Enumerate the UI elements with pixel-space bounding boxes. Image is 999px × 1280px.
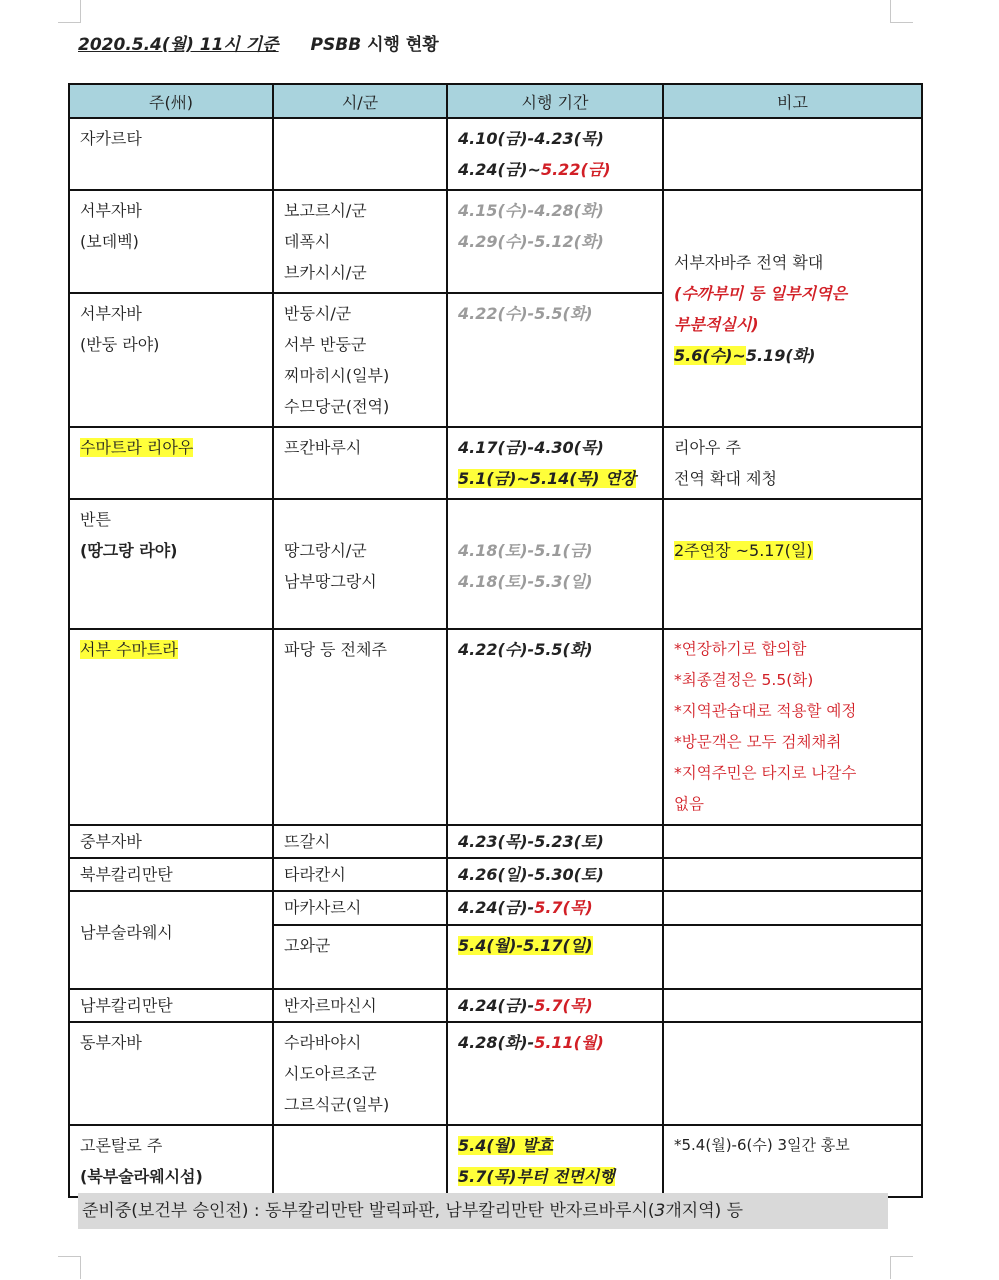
note-cell [663,1022,922,1125]
table-row [69,1022,922,1125]
header-province: 주(州) [69,84,273,118]
crop-mark-top-right [890,0,913,23]
title-heading-ko: 시행 현황 [367,35,439,55]
table-row [69,989,922,1022]
province-cell: 반튼 (땅그랑 라야) [69,499,273,629]
table-row [69,1125,922,1197]
crop-mark-bottom-right [890,1256,913,1279]
city-cell: 타라칸시 [273,858,447,891]
table-row [69,190,922,293]
header-city: 시/군 [273,84,447,118]
title-date: 2020.5.4(월) 11시 기준 [78,35,279,55]
city-cell [273,118,447,190]
province-cell: 남부술라웨시 [69,891,273,989]
note-cell [663,118,922,190]
period-cell: 4.24(금)-5.7(목) [447,989,663,1022]
table-row [69,858,922,891]
province-cell: 북부칼리만탄 [69,858,273,891]
city-cell: 뜨갈시 [273,825,447,858]
header-period: 시행 기간 [447,84,663,118]
province-cell: 중부자바 [69,825,273,858]
note-cell: *5.4(월)-6(수) 3일간 홍보 [663,1125,922,1197]
period-cell: 4.26(일)-5.30(토) [447,858,663,891]
city-cell [273,1125,447,1197]
city-cell: 마카사르시 [273,891,447,925]
note-cell: *연장하기로 합의함 *최종결정은 5.5(화) *지역관습대로 적용할 예정 *방문객은 모두 검체채취 *지역주민은 타지로 나갈수 없음 [663,629,922,825]
header-note: 비고 [663,84,922,118]
period-cell: 4.17(금)-4.30(목) 5.1(금)~5.14(목) 연장 [447,427,663,499]
title-heading [311,35,439,55]
province-cell: 서부 수마트라 [69,629,273,825]
note-cell [663,858,922,891]
period-cell: 5.4(월) 발효 5.7(목)부터 전면시행 [447,1125,663,1197]
province-cell: 수마트라 리아우 [69,427,273,499]
city-cell: 프칸바루시 [273,427,447,499]
province-cell: 고론탈로 주 (북부술라웨시섬) [69,1125,273,1197]
table-row [69,118,922,190]
period-cell: 4.22(수)-5.5(화) [447,629,663,825]
psbb-table [68,83,923,1198]
table-row [69,891,922,925]
period-cell: 4.15(수)-4.28(화) 4.29(수)-5.12(화) [447,190,663,293]
table-row [69,427,922,499]
province-cell: 자카르타 [69,118,273,190]
city-cell: 보고르시/군 데폭시 브카시시/군 [273,190,447,293]
table-row [69,499,922,629]
crop-mark-bottom-left [58,1256,81,1279]
table-header-row [69,84,922,118]
document-title [78,30,439,55]
note-cell: 2주연장 ~5.17(일) [663,499,922,629]
period-cell: 5.4(월)-5.17(일) [447,925,663,989]
title-heading-en: PSBB [310,35,362,55]
province-cell: 남부칼리만탄 [69,989,273,1022]
period-cell: 4.23(목)-5.23(토) [447,825,663,858]
city-cell: 파당 등 전체주 [273,629,447,825]
province-cell: 서부자바 (보데벡) [69,190,273,293]
city-cell: 반둥시/군 서부 반둥군 찌마히시(일부) 수므당군(전역) [273,293,447,427]
note-cell [663,891,922,925]
note-cell: 리아우 주 전역 확대 제청 [663,427,922,499]
province-cell: 서부자바 (반둥 라야) [69,293,273,427]
city-cell: 땅그랑시/군 남부땅그랑시 [273,499,447,629]
period-cell: 4.24(금)-5.7(목) [447,891,663,925]
period-cell: 4.28(화)-5.11(월) [447,1022,663,1125]
table-row [69,825,922,858]
crop-mark-top-left [58,0,81,23]
city-cell: 수라바야시 시도아르조군 그르식군(일부) [273,1022,447,1125]
note-cell [663,925,922,989]
note-cell: 서부자바주 전역 확대 (수까부미 등 일부지역은 부분적실시) 5.6(수)~5.19(화) [663,190,922,427]
period-cell: 4.18(토)-5.1(금) 4.18(토)-5.3(일) [447,499,663,629]
city-cell: 반자르마신시 [273,989,447,1022]
period-cell: 4.10(금)-4.23(목) 4.24(금)~5.22(금) [447,118,663,190]
city-cell: 고와군 [273,925,447,989]
footer-note: 준비중(보건부 승인전) : 동부칼리만탄 발릭파판, 남부칼리만탄 반자르바루시(3개지역) 등 [78,1193,888,1229]
note-cell [663,989,922,1022]
period-cell: 4.22(수)-5.5(화) [447,293,663,427]
province-cell: 동부자바 [69,1022,273,1125]
note-cell [663,825,922,858]
table-row [69,629,922,825]
